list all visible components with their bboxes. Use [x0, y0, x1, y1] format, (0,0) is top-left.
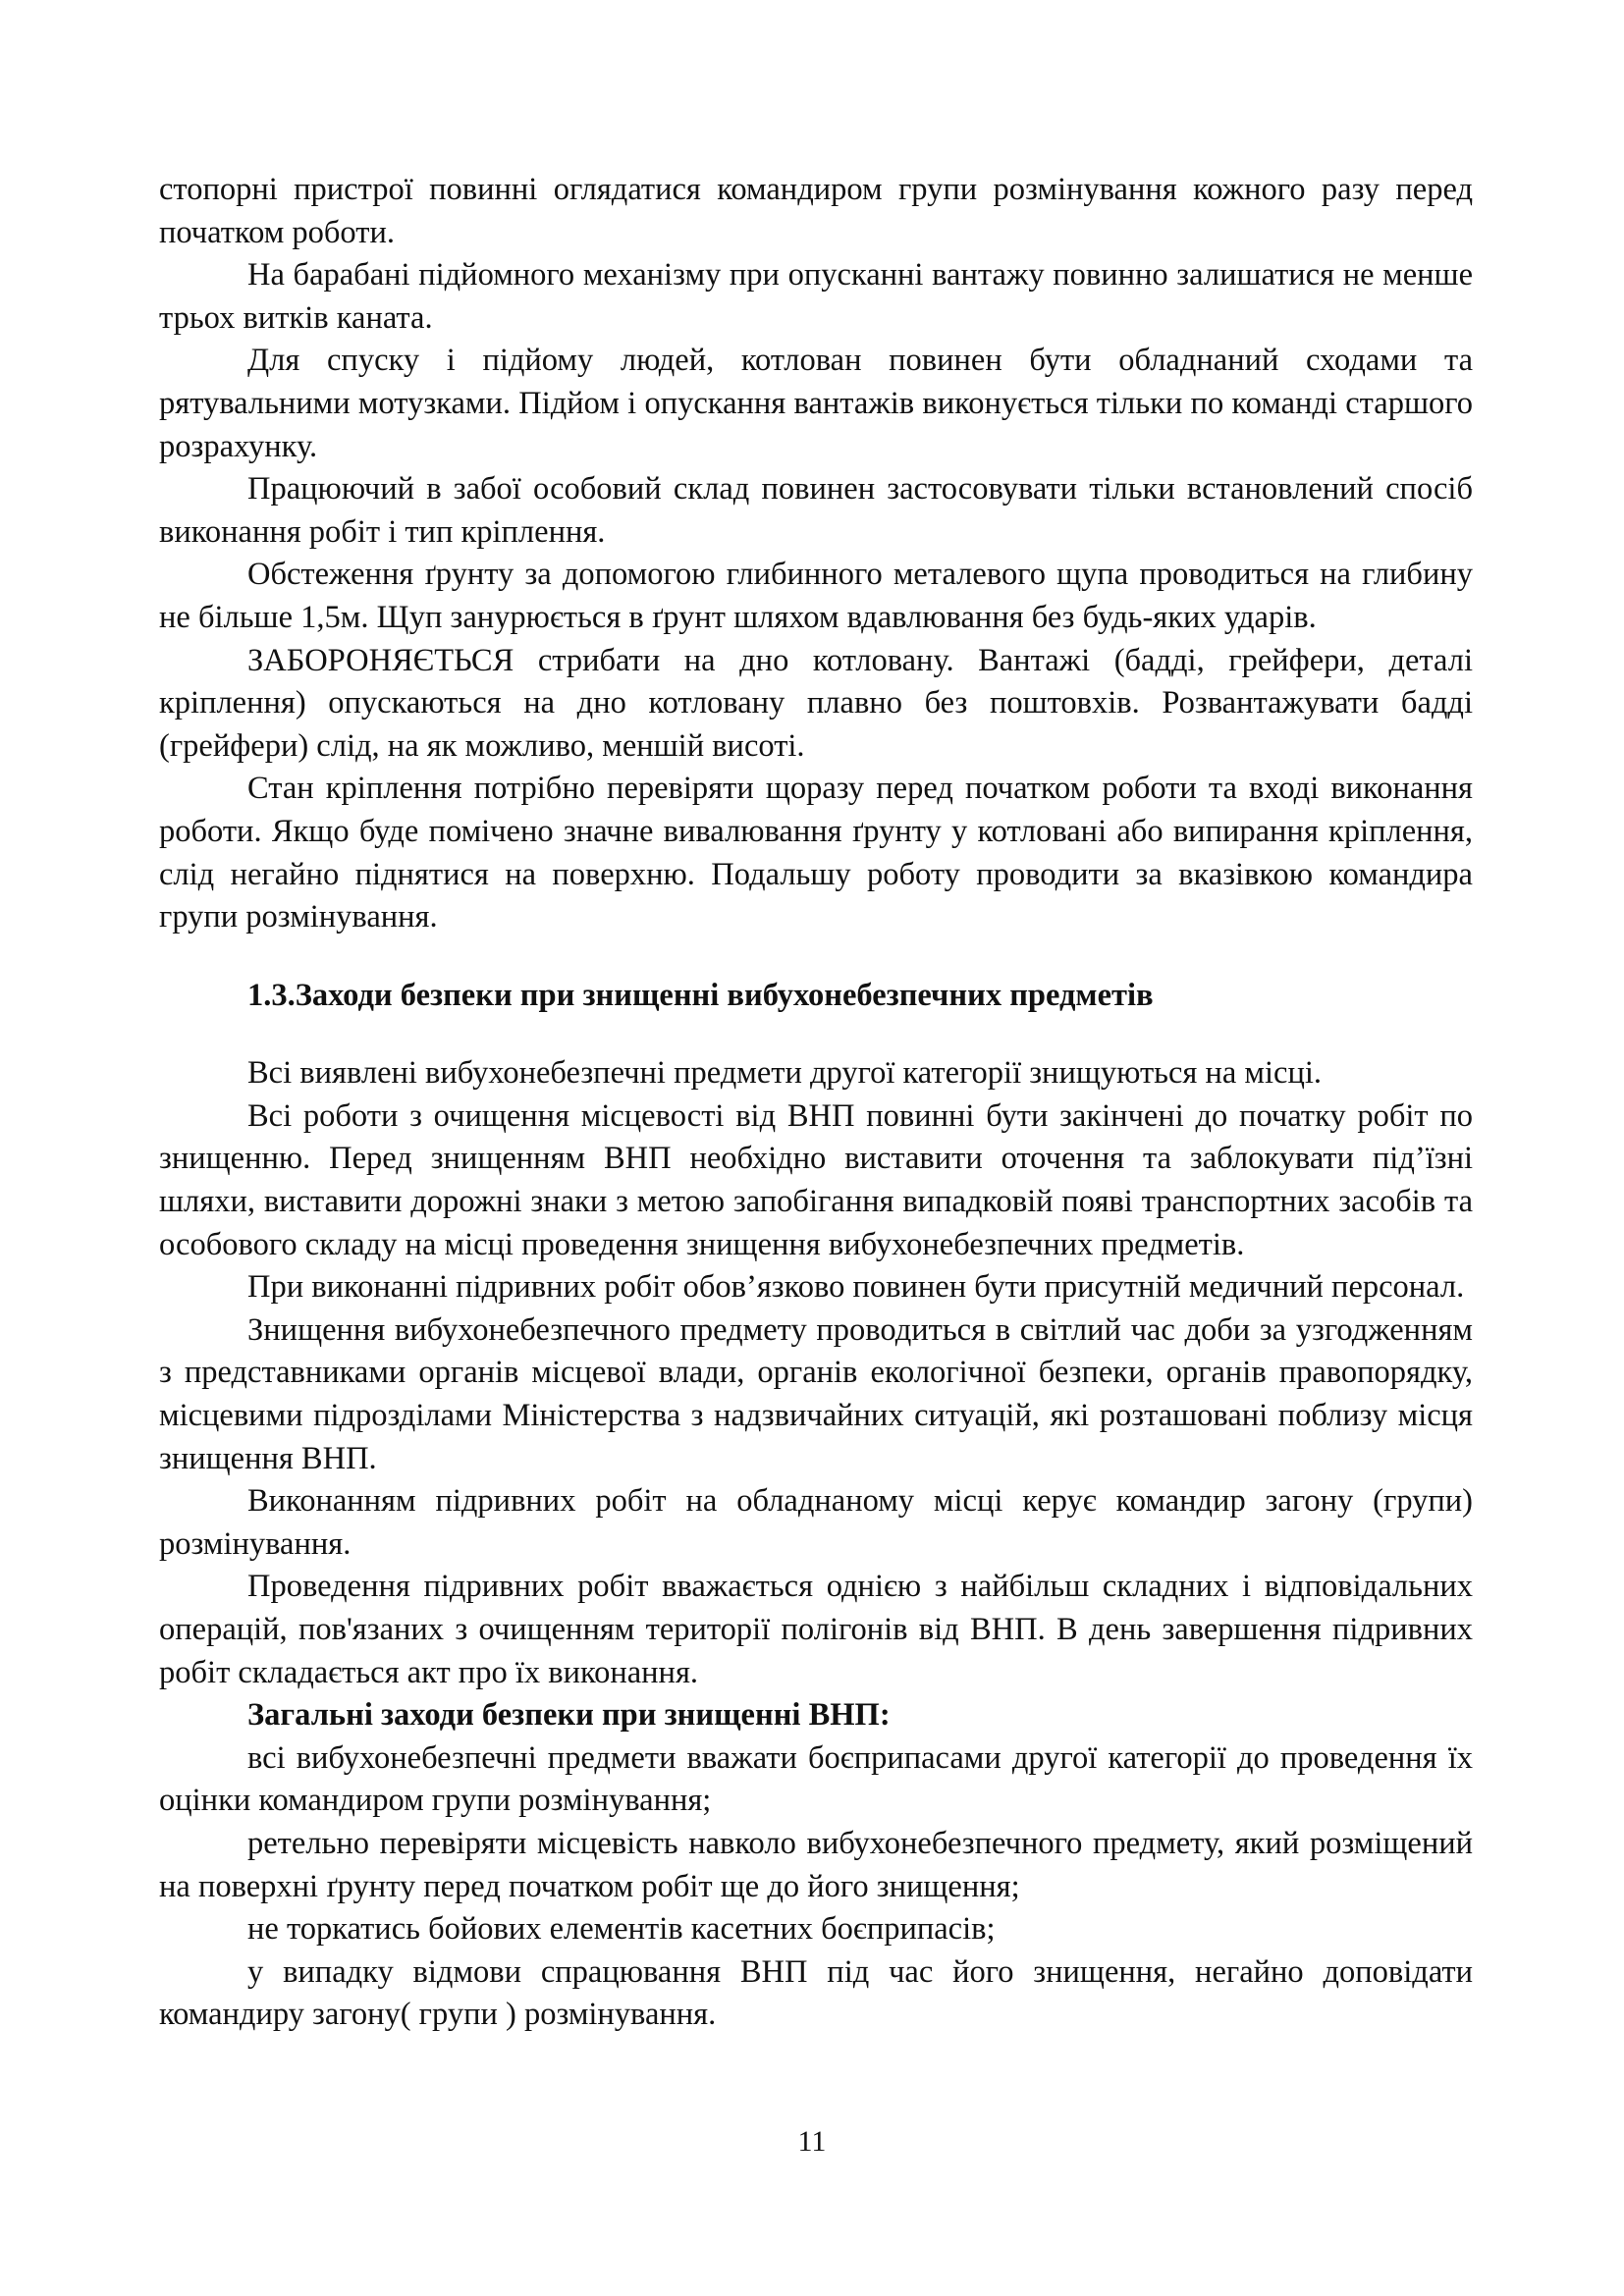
paragraph: Обстеження ґрунту за допомогою глибинного металевого щупа проводиться на глибину не більше 1,5м. Щуп занурюється в ґрунт шляхом вдавлювання без будь-яких ударів. [159, 557, 1473, 635]
paragraph: Всі виявлені вибухонебезпечні предмети другої категорії знищуються на місці. [247, 1055, 1323, 1092]
list-item: у випадку відмови спрацювання ВНП під час його знищення, негайно доповідати командиру загону( групи ) розмінування. [159, 1953, 1473, 2033]
paragraph: Для спуску і підйому людей, котлован повинен бути обладнаний сходами та рятувальними мотузками. Підйом і опускання вантажів виконується тільки по команді старшого розрахунку. [159, 343, 1473, 464]
paragraph: Працюючий в забої особовий склад повинен застосовувати тільки встановлений спосіб виконання робіт і тип кріплення. [159, 471, 1473, 550]
paragraph: При виконанні підривних робіт обов’язково повинен бути присутній медичний персонал. [247, 1269, 1465, 1306]
paragraph: Стан кріплення потрібно перевіряти щоразу перед початком роботи та вході виконання роботи. Якщо буде помічено значне вивалювання ґрунту у котловані або випирання кріплення, слід негайно піднятися на поверхню. Подальшу роботу проводити за вказівкою командира групи розмінування. [159, 771, 1473, 935]
list-item: ретельно перевіряти місцевість навколо вибухонебезпечного предмету, який розміщений на поверхні ґрунту перед початком робіт ще до його знищення; [159, 1825, 1473, 1904]
paragraph: Знищення вибухонебезпечного предмету проводиться в світлий час доби за узгодженням з представниками органів місцевої влади, органів екологічної безпеки, органів правопорядку, місцевими підрозділами Міністерства з надзвичайних ситуацій, які розташовані поблизу місця знищення ВНП. [159, 1311, 1473, 1476]
list-subheading: Загальні заходи безпеки при знищенні ВНП: [247, 1697, 891, 1734]
paragraph: стопорні пристрої повинні оглядатися командиром групи розмінування кожного разу перед початком роботи. [159, 172, 1473, 250]
paragraph: Виконанням підривних робіт на обладнаному місці керує командир загону (групи) розмінування. [159, 1483, 1473, 1562]
list-item: всі вибухонебезпечні предмети вважати боєприпасами другої категорії до проведення їх оцінки командиром групи розмінування; [159, 1739, 1473, 1819]
page-number: 11 [797, 2125, 827, 2158]
paragraph: Проведення підривних робіт вважається однією з найбільш складних і відповідальних операцій, пов'язаних з очищенням території полігонів від ВНП. В день завершення підривних робіт складається акт про їх виконання. [159, 1569, 1473, 1690]
paragraph: Всі роботи з очищення місцевості від ВНП повинні бути закінчені до початку робіт по знищенню. Перед знищенням ВНП необхідно виставити оточення та заблокувати під’їзні шляхи, виставити дорожні знаки з метою запобігання випадковій появі транспортних засобів та особового складу на місці проведення знищення вибухонебезпечних предметів. [159, 1097, 1473, 1262]
section-heading: 1.3.Заходи безпеки при знищенні вибухонебезпечних предметів [247, 977, 1154, 1013]
document-page [159, 169, 1473, 2037]
paragraph: На барабані підйомного механізму при опусканні вантажу повинно залишатися не менше трьох витків каната. [159, 257, 1473, 336]
list-item: не торкатись бойових елементів касетних боєприпасів; [247, 1911, 996, 1948]
paragraph: ЗАБОРОНЯЄТЬСЯ стрибати на дно котловану. Вантажі (бадді, грейфери, деталі кріплення) опускаються на дно котловану плавно без поштовхів. Розвантажувати бадді (грейфери) слід, на як можливо, меншій висоті. [159, 642, 1473, 764]
